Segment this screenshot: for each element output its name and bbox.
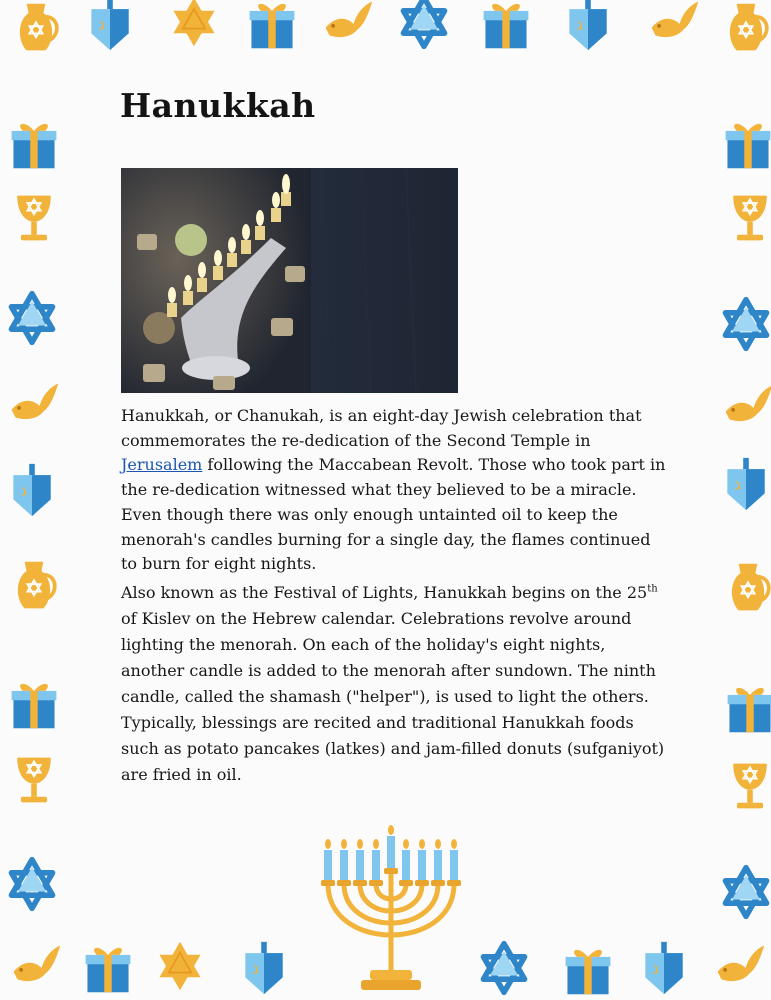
star-of-david-icon bbox=[4, 856, 60, 912]
dove-icon bbox=[646, 0, 702, 52]
dreidel-icon bbox=[718, 456, 771, 512]
paragraph-text: Hanukkah, or Chanukah, is an eight-day Jewish celebration that commemorates the re-dedication of the Second Temple in bbox=[121, 406, 642, 450]
gift-icon bbox=[6, 116, 62, 172]
gift-icon bbox=[720, 116, 771, 172]
menorah-icon bbox=[306, 822, 476, 997]
dove-icon bbox=[6, 378, 62, 434]
star-of-david-icon bbox=[718, 864, 771, 920]
pitcher-icon bbox=[718, 0, 771, 56]
dreidel-icon bbox=[636, 940, 692, 996]
gift-icon bbox=[560, 942, 616, 998]
gift-icon bbox=[80, 940, 136, 996]
star-of-david-icon bbox=[718, 296, 771, 352]
star-of-david-icon bbox=[4, 290, 60, 346]
intro-paragraph bbox=[121, 404, 666, 577]
dreidel-icon bbox=[560, 0, 616, 52]
dove-icon bbox=[8, 940, 64, 996]
gift-icon bbox=[6, 676, 62, 732]
kiddush-cup-icon bbox=[722, 758, 771, 814]
kiddush-cup-icon bbox=[6, 752, 62, 808]
kiddush-cup-icon bbox=[722, 190, 771, 246]
dove-icon bbox=[720, 380, 771, 436]
gift-icon bbox=[722, 680, 771, 736]
paragraph-text: of Kislev on the Hebrew calendar. Celebrations revolve around lighting the menorah. On each of the holiday's eight nights, another candle is added to the menorah after sundown. The ninth candle, called the shamash ("helper"), is used to light the others. Typically, blessings are recited and traditional Hanukkah foods such as potato pancakes (latkes) and jam-filled donuts (sufganiyot) are fried in oil. bbox=[121, 609, 665, 784]
star-of-david-icon bbox=[476, 940, 532, 996]
ordinal-suffix: th bbox=[647, 583, 658, 595]
star-of-david-icon bbox=[396, 0, 452, 50]
gift-icon bbox=[244, 0, 300, 52]
dove-icon bbox=[712, 940, 768, 996]
dreidel-icon bbox=[236, 940, 292, 996]
pitcher-icon bbox=[6, 558, 62, 614]
gift-icon bbox=[478, 0, 534, 52]
menorah-photo bbox=[121, 168, 458, 393]
jerusalem-link[interactable]: Jerusalem bbox=[121, 455, 203, 475]
festival-paragraph bbox=[121, 580, 666, 788]
dreidel-icon bbox=[4, 462, 60, 518]
paragraph-text: following the Maccabean Revolt. Those who took part in the re-dedication witnessed what they believed to be a miracle. Even though there was only enough untainted oil to keep the menorah's candles burning for a single day, the flames continued to burn for eight nights. bbox=[121, 455, 666, 574]
star-of-david-icon bbox=[166, 0, 222, 50]
kiddush-cup-icon bbox=[6, 190, 62, 246]
dove-icon bbox=[320, 0, 376, 52]
dreidel-icon bbox=[82, 0, 138, 52]
page-title: Hanukkah bbox=[120, 86, 316, 125]
paragraph-text: Also known as the Festival of Lights, Hanukkah begins on the 25 bbox=[121, 583, 648, 602]
pitcher-icon bbox=[720, 560, 771, 616]
pitcher-icon bbox=[8, 0, 64, 56]
star-of-david-icon bbox=[152, 938, 208, 994]
